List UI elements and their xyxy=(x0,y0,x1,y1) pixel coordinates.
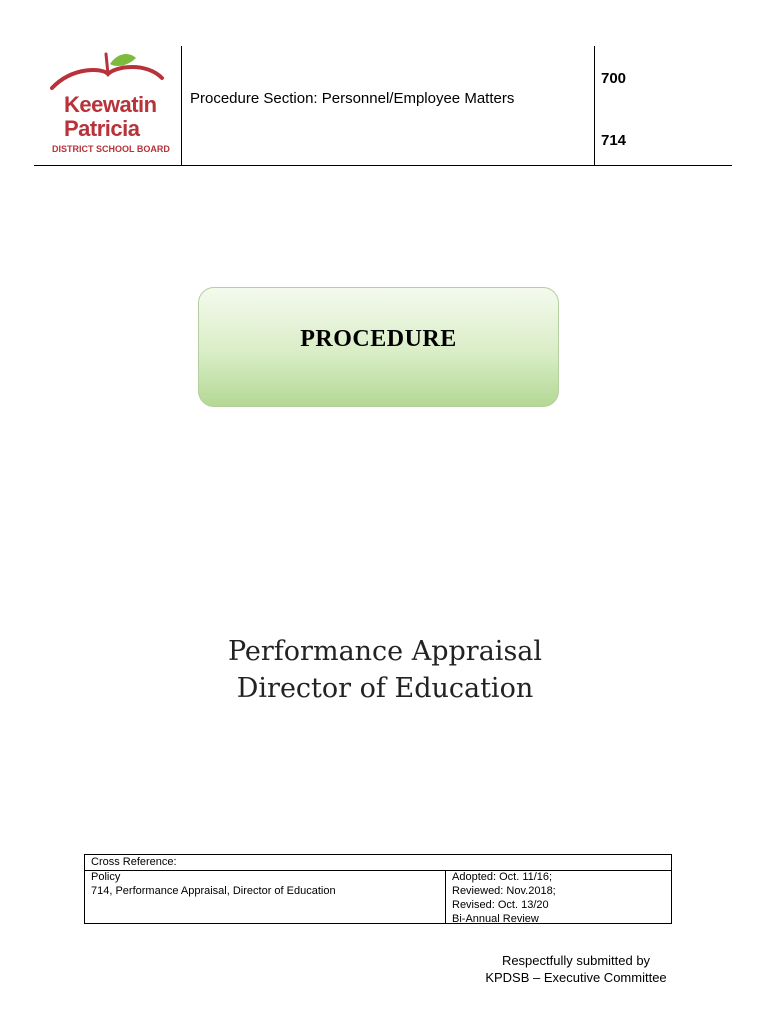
cross-reference-table xyxy=(84,854,672,924)
procedure-banner xyxy=(198,287,559,407)
cross-reference-heading: Cross Reference: xyxy=(85,855,671,871)
procedure-section-label: Procedure Section: Personnel/Employee Matters xyxy=(190,90,515,107)
document-title-line-1: Performance Appraisal xyxy=(227,636,543,667)
logo-line-1: Keewatin xyxy=(64,92,157,117)
cross-reference-dates-cell xyxy=(446,870,671,923)
header-rule xyxy=(34,165,732,166)
header-divider-right xyxy=(594,46,595,166)
apple-logo-icon xyxy=(48,48,166,98)
logo-line-2: Patricia xyxy=(64,116,140,141)
submitted-by xyxy=(470,952,682,986)
document-title-line-2: Director of Education xyxy=(236,673,534,704)
review-frequency: Bi-Annual Review xyxy=(452,913,539,925)
reviewed-date: Reviewed: Nov.2018; xyxy=(452,885,556,897)
section-number: 700 xyxy=(601,70,627,87)
submitted-by-line-2: KPDSB – Executive Committee xyxy=(485,970,667,985)
logo-line-3: DISTRICT SCHOOL BOARD xyxy=(52,144,170,154)
policy-label: Policy xyxy=(91,871,121,883)
procedure-number: 714 xyxy=(601,132,627,149)
procedure-banner-label: PROCEDURE xyxy=(300,326,457,352)
submitted-by-line-1: Respectfully submitted by xyxy=(501,953,651,968)
adopted-date: Adopted: Oct. 11/16; xyxy=(452,871,553,883)
policy-reference: 714, Performance Appraisal, Director of Education xyxy=(91,885,336,897)
revised-date: Revised: Oct. 13/20 xyxy=(452,899,549,911)
cross-reference-policy-cell xyxy=(85,870,446,923)
board-logo xyxy=(48,48,170,160)
header-divider-left xyxy=(181,46,182,166)
